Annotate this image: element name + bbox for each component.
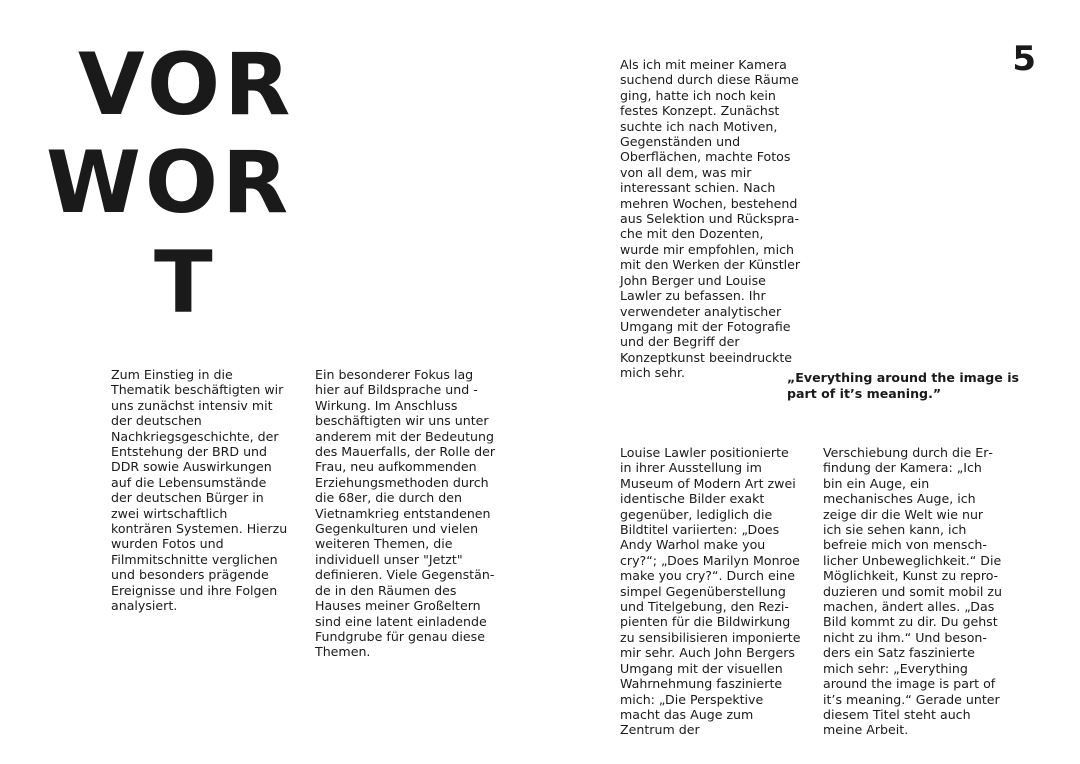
pull-quote: „Everything around the image is part of it’s meaning.” <box>787 370 1020 401</box>
paragraph-einstieg: Zum Einstieg in die Thematik beschäftigten wir uns zunächst intensiv mit der deutschen Nachkriegsgeschichte, der Entstehung der BRD und DDR sowie Auswirkungen auf die Lebensumstände der deutschen Bürger in zwei wirtschaftlich konträren Systemen. Hierzu wurden Fotos und Filmmitschnitte verglichen und besonders prägende Ereignisse und ihre Folgen analysiert. <box>111 367 288 614</box>
page-number: 5 <box>1012 39 1036 79</box>
title-line-vor: VOR <box>78 35 295 135</box>
title-line-t: T <box>154 233 217 333</box>
text-column-5 <box>823 445 1003 738</box>
text-column-1 <box>111 367 291 614</box>
paragraph-kamera-verschiebung: Verschiebung durch die Erfindung der Kamera: „Ich bin ein Auge, ein mechanisches Auge, ich zeige dir die Welt wie nur ich sie sehen kann, ich befreie mich von menschlicher Unbeweglichkeit.“ Die Möglichkeit, Kunst zu reproduzieren und somit mobil zu machen, ändert alles. „Das Bild kommt zu dir. Du gehst nicht zu ihm.“ Und besonders ein Satz faszinierte mich sehr: „Everything around the image is part of it’s meaning.“ Gerade unter diesem Titel steht auch meine Arbeit. <box>823 445 1002 738</box>
paragraph-lawler: Louise Lawler positionierte in ihrer Ausstellung im Museum of Modern Art zwei identische Bilder exakt gegenüber, lediglich die Bildtitel variierten: „Does Andy Warhol make you cry?“; „Does Marilyn Monroe make you cry?“. Durch eine simpel Gegenüberstellung und Titelgebung, den Rezipienten für die Bildwirkung zu sensibilisieren imponierte mir sehr. Auch John Bergers Umgang mit der visuellen Wahrnehmung faszinierte mich: „Die Perspektive macht das Auge zum Zentrum der <box>620 445 801 738</box>
title-line-wor: WOR <box>46 133 293 233</box>
paragraph-fokus: Ein besonderer Fokus lag hier auf Bildsprache und -Wirkung. Im Anschluss beschäftigten wir uns unter anderem mit der Bedeutung des Mauerfalls, der Rolle der Frau, neu aufkommenden Erziehungsmethoden durch die 68er, die durch den Vietnamkrieg entstandenen Gegenkulturen und vielen weiteren Themen, die individuell unser "Jetzt" definieren. Viele Gegenstände in den Räumen des Hauses meiner Großeltern sind eine latent einladende Fundgrube für genau diese Themen. <box>315 367 495 660</box>
paragraph-kamera: Als ich mit meiner Kamera suchend durch diese Räume ging, hatte ich noch kein festes Konzept. Zunächst suchte ich nach Motiven, Gegenständen und Oberflächen, machte Fotos von all dem, was mir interessant schien. Nach mehren Wochen, bestehend aus Selektion und Rücksprache mit den Dozenten, wurde mir empfohlen, mich mit den Werken der Künstler John Berger und Louise Lawler zu befassen. Ihr verwendeter analytischer Umgang mit der Fotografie und der Begriff der Konzeptkunst beeindruckte mich sehr. <box>620 57 801 381</box>
text-column-2 <box>315 367 497 660</box>
text-column-3 <box>620 57 802 381</box>
text-column-4 <box>620 445 802 738</box>
